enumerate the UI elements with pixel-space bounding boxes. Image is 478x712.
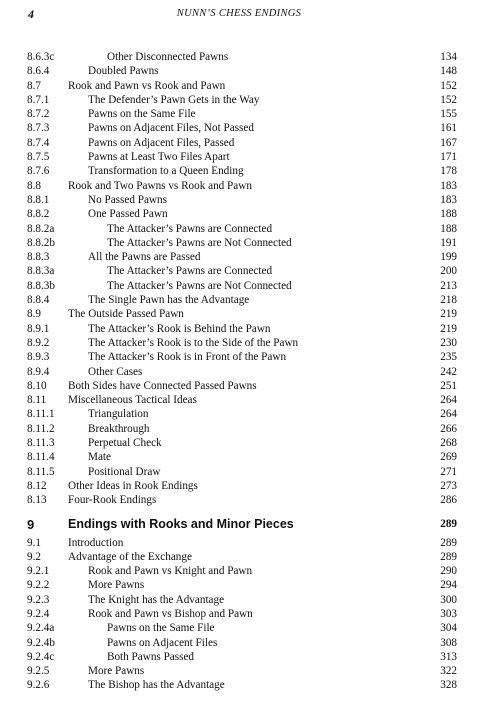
toc-row xyxy=(0,236,478,250)
toc-row xyxy=(0,479,478,493)
toc-row xyxy=(0,336,478,350)
page-ref: 294 xyxy=(440,579,457,592)
section-title: Pawns on the Same File xyxy=(107,622,215,635)
table-of-contents xyxy=(0,50,478,693)
page-ref: 268 xyxy=(440,437,457,450)
page-ref: 304 xyxy=(440,622,457,635)
page-ref: 300 xyxy=(440,593,457,606)
section-title: The Attacker’s Rook is Behind the Pawn xyxy=(88,322,271,335)
page-ref: 328 xyxy=(440,679,457,692)
section-number: 8.7.1 xyxy=(27,93,50,106)
toc-row xyxy=(0,607,478,621)
page-ref: 167 xyxy=(440,136,457,149)
section-number: 9 xyxy=(27,516,35,532)
section-title: Pawns on Adjacent Files, Not Passed xyxy=(88,122,254,135)
page-ref: 322 xyxy=(440,665,457,678)
section-number: 8.8 xyxy=(27,179,41,192)
toc-row xyxy=(0,664,478,678)
page-ref: 152 xyxy=(440,93,457,106)
section-title: More Pawns xyxy=(88,579,145,592)
section-number: 9.2.6 xyxy=(27,679,50,692)
toc-row xyxy=(0,79,478,93)
section-number: 8.8.3 xyxy=(27,251,50,264)
section-title: The Attacker’s Pawns are Connected xyxy=(107,222,273,235)
section-number: 8.8.2b xyxy=(27,236,55,249)
page-ref: 199 xyxy=(440,251,457,264)
section-title: Pawns at Least Two Files Apart xyxy=(88,151,230,164)
section-title: More Pawns xyxy=(88,665,145,678)
section-number: 9.2.2 xyxy=(27,579,50,592)
page-ref: 251 xyxy=(440,379,457,392)
page-ref: 313 xyxy=(440,650,457,663)
section-title: All the Pawns are Passed xyxy=(88,251,201,264)
toc-chapter-row xyxy=(0,516,478,533)
running-head xyxy=(0,7,478,25)
page-ref: 290 xyxy=(440,565,457,578)
toc-row xyxy=(0,407,478,421)
section-number: 8.8.3b xyxy=(27,279,55,292)
section-title: Perpetual Check xyxy=(88,437,162,450)
toc-row xyxy=(0,150,478,164)
section-title: Pawns on Adjacent Files xyxy=(107,636,218,649)
section-title: The Attacker’s Pawns are Not Connected xyxy=(107,279,292,292)
page-ref: 183 xyxy=(440,193,457,206)
section-title: Pawns on Adjacent Files, Passed xyxy=(88,136,235,149)
toc-row xyxy=(0,465,478,479)
page-ref: 155 xyxy=(440,108,457,121)
page-ref: 188 xyxy=(440,222,457,235)
toc-row xyxy=(0,578,478,592)
page-ref: 178 xyxy=(440,165,457,178)
section-title: Miscellaneous Tactical Ideas xyxy=(68,394,197,407)
section-number: 8.11 xyxy=(27,394,47,407)
toc-row xyxy=(0,250,478,264)
toc-row xyxy=(0,379,478,393)
toc-row xyxy=(0,593,478,607)
page-ref: 286 xyxy=(440,494,457,507)
section-title: Both Sides have Connected Passed Pawns xyxy=(68,379,257,392)
section-title: The Attacker’s Rook is to the Side of the Pawn xyxy=(88,336,299,349)
page-ref: 219 xyxy=(440,322,457,335)
section-title: The Attacker’s Pawns are Connected xyxy=(107,265,273,278)
section-title: Pawns on the Same File xyxy=(88,108,196,121)
page-ref: 289 xyxy=(440,550,457,563)
section-number: 8.8.2a xyxy=(27,222,55,235)
section-number: 8.11.4 xyxy=(27,451,55,464)
section-number: 8.12 xyxy=(27,479,47,492)
toc-row xyxy=(0,678,478,692)
section-number: 9.2.4c xyxy=(27,650,55,663)
page-ref: 152 xyxy=(440,79,457,92)
page-ref: 242 xyxy=(440,365,457,378)
page-ref: 273 xyxy=(440,479,457,492)
section-title: The Attacker’s Rook is in Front of the Pawn xyxy=(88,351,287,364)
page-ref: 191 xyxy=(440,236,457,249)
section-title: Rook and Pawn vs Knight and Pawn xyxy=(88,565,253,578)
toc-row xyxy=(0,264,478,278)
section-number: 8.7.4 xyxy=(27,136,50,149)
section-title: Mate xyxy=(88,451,111,464)
toc-row xyxy=(0,136,478,150)
toc-row xyxy=(0,164,478,178)
section-title: Breakthrough xyxy=(88,422,150,435)
section-number: 8.11.1 xyxy=(27,408,55,421)
section-number: 9.2 xyxy=(27,550,41,563)
section-number: 8.7.2 xyxy=(27,108,50,121)
section-number: 9.2.4b xyxy=(27,636,55,649)
section-number: 8.8.2 xyxy=(27,208,50,221)
page-ref: 271 xyxy=(440,465,457,478)
toc-row xyxy=(0,636,478,650)
section-number: 8.10 xyxy=(27,379,47,392)
section-number: 8.13 xyxy=(27,494,47,507)
toc-row xyxy=(0,121,478,135)
toc-row xyxy=(0,422,478,436)
page-ref: 219 xyxy=(440,308,457,321)
toc-row xyxy=(0,365,478,379)
page-ref: 235 xyxy=(440,351,457,364)
page-ref: 161 xyxy=(440,122,457,135)
page-ref: 188 xyxy=(440,208,457,221)
section-title: Rook and Two Pawns vs Rook and Pawn xyxy=(68,179,252,192)
toc-row xyxy=(0,222,478,236)
toc-row xyxy=(0,322,478,336)
page-ref: 269 xyxy=(440,451,457,464)
toc-row xyxy=(0,279,478,293)
toc-row xyxy=(0,207,478,221)
toc-row xyxy=(0,536,478,550)
section-number: 8.7 xyxy=(27,79,41,92)
page-ref: 200 xyxy=(440,265,457,278)
section-title: No Passed Pawns xyxy=(88,193,167,206)
section-title: Rook and Pawn vs Bishop and Pawn xyxy=(88,607,253,620)
toc-row xyxy=(0,307,478,321)
toc-row xyxy=(0,493,478,507)
toc-row xyxy=(0,193,478,207)
toc-row xyxy=(0,64,478,78)
page-ref: 183 xyxy=(440,179,457,192)
section-number: 9.2.4a xyxy=(27,622,55,635)
page-ref: 308 xyxy=(440,636,457,649)
section-title: The Defender’s Pawn Gets in the Way xyxy=(88,93,260,106)
toc-row xyxy=(0,564,478,578)
toc-row xyxy=(0,179,478,193)
section-number: 9.1 xyxy=(27,536,41,549)
section-number: 8.11.2 xyxy=(27,422,55,435)
section-title: Endings with Rooks and Minor Pieces xyxy=(68,516,294,531)
section-number: 8.9 xyxy=(27,308,41,321)
section-number: 9.2.4 xyxy=(27,607,50,620)
page-ref: 289 xyxy=(440,517,457,530)
page-ref: 134 xyxy=(440,51,457,63)
section-number: 8.8.4 xyxy=(27,294,50,307)
section-number: 8.7.6 xyxy=(27,165,50,178)
section-title: Rook and Pawn vs Rook and Pawn xyxy=(68,79,226,92)
page-number: 4 xyxy=(28,7,34,21)
section-number: 8.9.1 xyxy=(27,322,50,335)
toc-row xyxy=(0,650,478,664)
book-title: NUNN’S CHESS ENDINGS xyxy=(176,8,302,19)
section-title: Four-Rook Endings xyxy=(68,494,157,507)
section-number: 8.11.3 xyxy=(27,437,55,450)
section-title: The Bishop has the Advantage xyxy=(88,679,225,692)
section-number: 9.2.3 xyxy=(27,593,50,606)
section-title: Other Cases xyxy=(88,365,143,378)
section-number: 8.8.3a xyxy=(27,265,55,278)
page-ref: 303 xyxy=(440,607,457,620)
toc-row xyxy=(0,621,478,635)
section-title: Doubled Pawns xyxy=(88,65,159,78)
page-ref: 218 xyxy=(440,294,457,307)
section-number: 8.7.5 xyxy=(27,151,50,164)
toc-row xyxy=(0,93,478,107)
section-title: One Passed Pawn xyxy=(88,208,168,221)
page-ref: 213 xyxy=(440,279,457,292)
section-title: Other Ideas in Rook Endings xyxy=(68,479,198,492)
toc-row xyxy=(0,350,478,364)
section-number: 8.9.3 xyxy=(27,351,50,364)
page-ref: 171 xyxy=(440,151,457,164)
section-title: Transformation to a Queen Ending xyxy=(88,165,244,178)
section-number: 9.2.5 xyxy=(27,665,50,678)
section-number: 8.6.4 xyxy=(27,65,50,78)
page-ref: 266 xyxy=(440,422,457,435)
section-title: Advantage of the Exchange xyxy=(68,550,192,563)
toc-row xyxy=(0,293,478,307)
section-title: Positional Draw xyxy=(88,465,161,478)
section-title: The Knight has the Advantage xyxy=(88,593,225,606)
section-number: 8.11.5 xyxy=(27,465,55,478)
page-ref: 289 xyxy=(440,536,457,549)
toc-row xyxy=(0,393,478,407)
section-title: The Outside Passed Pawn xyxy=(68,308,184,321)
section-title: Both Pawns Passed xyxy=(107,650,195,663)
section-title: Triangulation xyxy=(88,408,149,421)
toc-row xyxy=(0,50,478,64)
toc-row xyxy=(0,450,478,464)
section-title: Introduction xyxy=(68,536,124,549)
toc-row xyxy=(0,436,478,450)
page-ref: 264 xyxy=(440,408,457,421)
section-number: 8.9.4 xyxy=(27,365,50,378)
section-title: The Attacker’s Pawns are Not Connected xyxy=(107,236,292,249)
toc-row xyxy=(0,550,478,564)
section-number: 8.6.3c xyxy=(27,51,55,63)
page-ref: 148 xyxy=(440,65,457,78)
section-title: The Single Pawn has the Advantage xyxy=(88,294,250,307)
section-title: Other Disconnected Pawns xyxy=(107,51,229,63)
page-ref: 264 xyxy=(440,394,457,407)
section-number: 8.9.2 xyxy=(27,336,50,349)
toc-row xyxy=(0,107,478,121)
page-ref: 230 xyxy=(440,336,457,349)
section-number: 8.7.3 xyxy=(27,122,50,135)
section-number: 8.8.1 xyxy=(27,193,50,206)
section-number: 9.2.1 xyxy=(27,565,50,578)
